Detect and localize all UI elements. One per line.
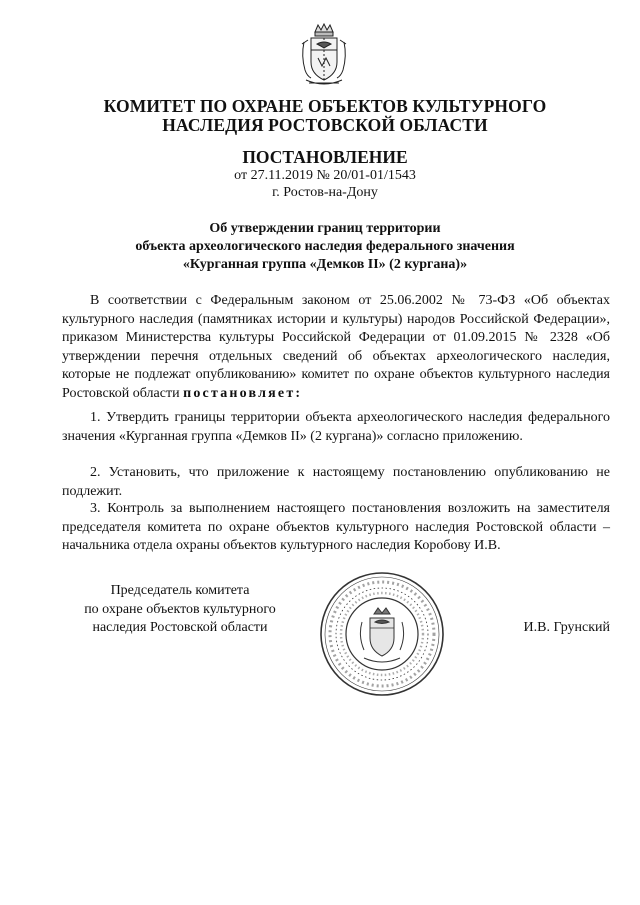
subject-line3: «Курганная группа «Демков II» (2 кургана)» — [182, 257, 468, 272]
decree-item-2: 2. Установить, что приложение к настоящему постановлению опубликованию не подлежит. — [62, 465, 610, 499]
committee-name-line1: КОМИТЕТ ПО ОХРАНЕ ОБЪЕКТОВ КУЛЬТУРНОГО — [103, 96, 547, 116]
signatory-title — [62, 582, 298, 638]
document-type: ПОСТАНОВЛЕНИЕ — [242, 147, 408, 167]
decree-item-1: 1. Утвердить границы территории объекта археологического наследия федерального значения «Курганная группа «Демков II» (2 кургана)» согласно приложению. — [62, 410, 610, 444]
subject-line2: объекта археологического наследия федерального значения — [135, 239, 515, 254]
decree-word: постановляет: — [183, 385, 303, 401]
document-city: г. Ростов-на-Дону — [272, 185, 378, 200]
signatory-name: И.В. Грунский — [523, 620, 610, 635]
preamble-text: В соответствии с Федеральным законом от 25.06.2002 № 73-ФЗ «Об объектах культурного наследия (памятниках истории и культуры) народов Российской Федерации», приказом Министерства культуры Российской Федерации от 01.09.2015 № 2328 «Об утверждении перечня отдельных сведений об объектах археологического наследия, которые не подлежат опубликованию» комитет по охране объектов культурного наследия Ростовской области — [62, 293, 610, 401]
document-date-number: от 27.11.2019 № 20/01-01/1543 — [234, 168, 416, 183]
coat-of-arms-icon — [298, 22, 350, 88]
committee-name-line2: НАСЛЕДИЯ РОСТОВСКОЙ ОБЛАСТИ — [162, 115, 488, 135]
signatory-title-line1: Председатель комитета — [110, 583, 250, 598]
signatory-title-line2: по охране объектов культурного — [84, 601, 276, 617]
official-seal-icon — [318, 570, 446, 698]
preamble-paragraph — [62, 292, 610, 404]
decree-item-3: 3. Контроль за выполнением настоящего постановления возложить на заместителя председателя комитета по охране объектов культурного наследия Ростовской области – начальника отдела охраны объектов культурного наследия Коробову И.В. — [62, 501, 610, 554]
subject-line1: Об утверждении границ территории — [209, 221, 441, 236]
signatory-title-line3: наследия Ростовской области — [92, 620, 268, 636]
